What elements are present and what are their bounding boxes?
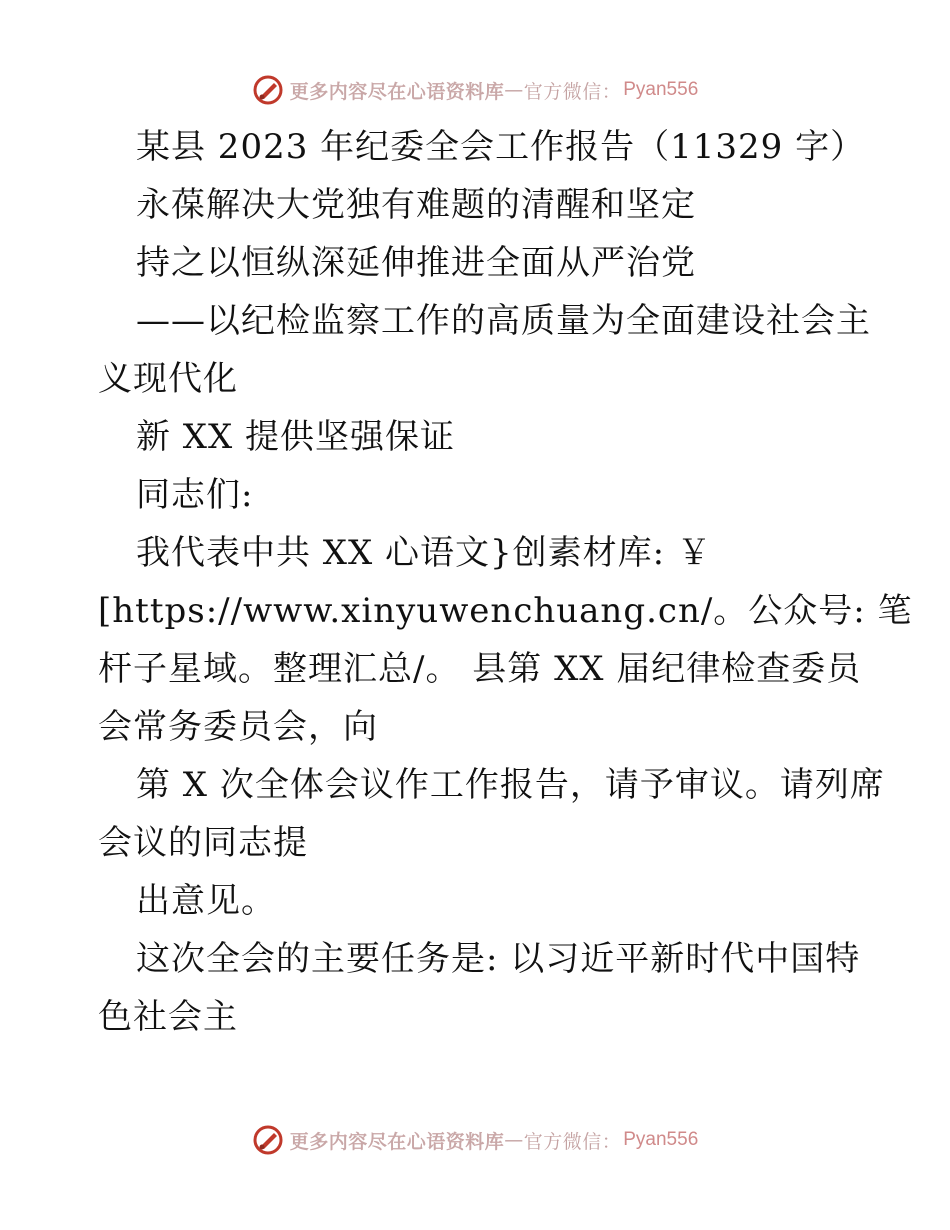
banner-official-label: 官方微信： <box>523 1130 622 1153</box>
banner-wechat-id: Pyan556 <box>623 1129 699 1150</box>
doc-line: 第 X 次全体会议作工作报告，请予审议。请列席 <box>136 765 885 805</box>
doc-line: 同志们: <box>136 475 254 515</box>
logo-icon <box>252 1124 284 1156</box>
doc-line: 永葆解决大党独有难题的清醒和坚定 <box>136 185 696 225</box>
banner-dash: — <box>504 79 524 101</box>
doc-line: 色社会主 <box>98 997 238 1037</box>
banner-official-label: 官方微信： <box>523 80 622 103</box>
banner-wechat-id: Pyan556 <box>623 79 699 100</box>
doc-line: 新 XX 提供坚强保证 <box>136 417 456 457</box>
banner-dash: — <box>504 1129 524 1151</box>
doc-line: 会常务委员会，向 <box>98 707 378 747</box>
doc-line: [https://www.xinyuwenchuang.cn/。公众号: 笔 <box>98 591 913 631</box>
doc-line: 义现代化 <box>98 359 238 399</box>
doc-line: 出意见。 <box>136 881 276 921</box>
doc-line: ——以纪检监察工作的高质量为全面建设社会主 <box>136 301 871 341</box>
doc-line: 这次全会的主要任务是: 以习近平新时代中国特 <box>136 939 861 979</box>
header-banner <box>0 70 950 110</box>
banner-main-text: 更多内容尽在心语资料库 <box>289 80 505 103</box>
doc-line: 我代表中共 XX 心语文}创素材库: ￥ <box>136 533 712 573</box>
doc-line: 杆子星域。整理汇总/。 县第 XX 届纪律检查委员 <box>98 649 862 689</box>
doc-line: 某县 2023 年纪委全会工作报告（11329 字） <box>136 127 866 167</box>
logo-icon <box>252 74 284 106</box>
banner-main-text: 更多内容尽在心语资料库 <box>289 1130 505 1153</box>
document-body <box>98 118 913 1046</box>
doc-line: 持之以恒纵深延伸推进全面从严治党 <box>136 243 696 283</box>
footer-banner <box>0 1120 950 1160</box>
doc-line: 会议的同志提 <box>98 823 308 863</box>
